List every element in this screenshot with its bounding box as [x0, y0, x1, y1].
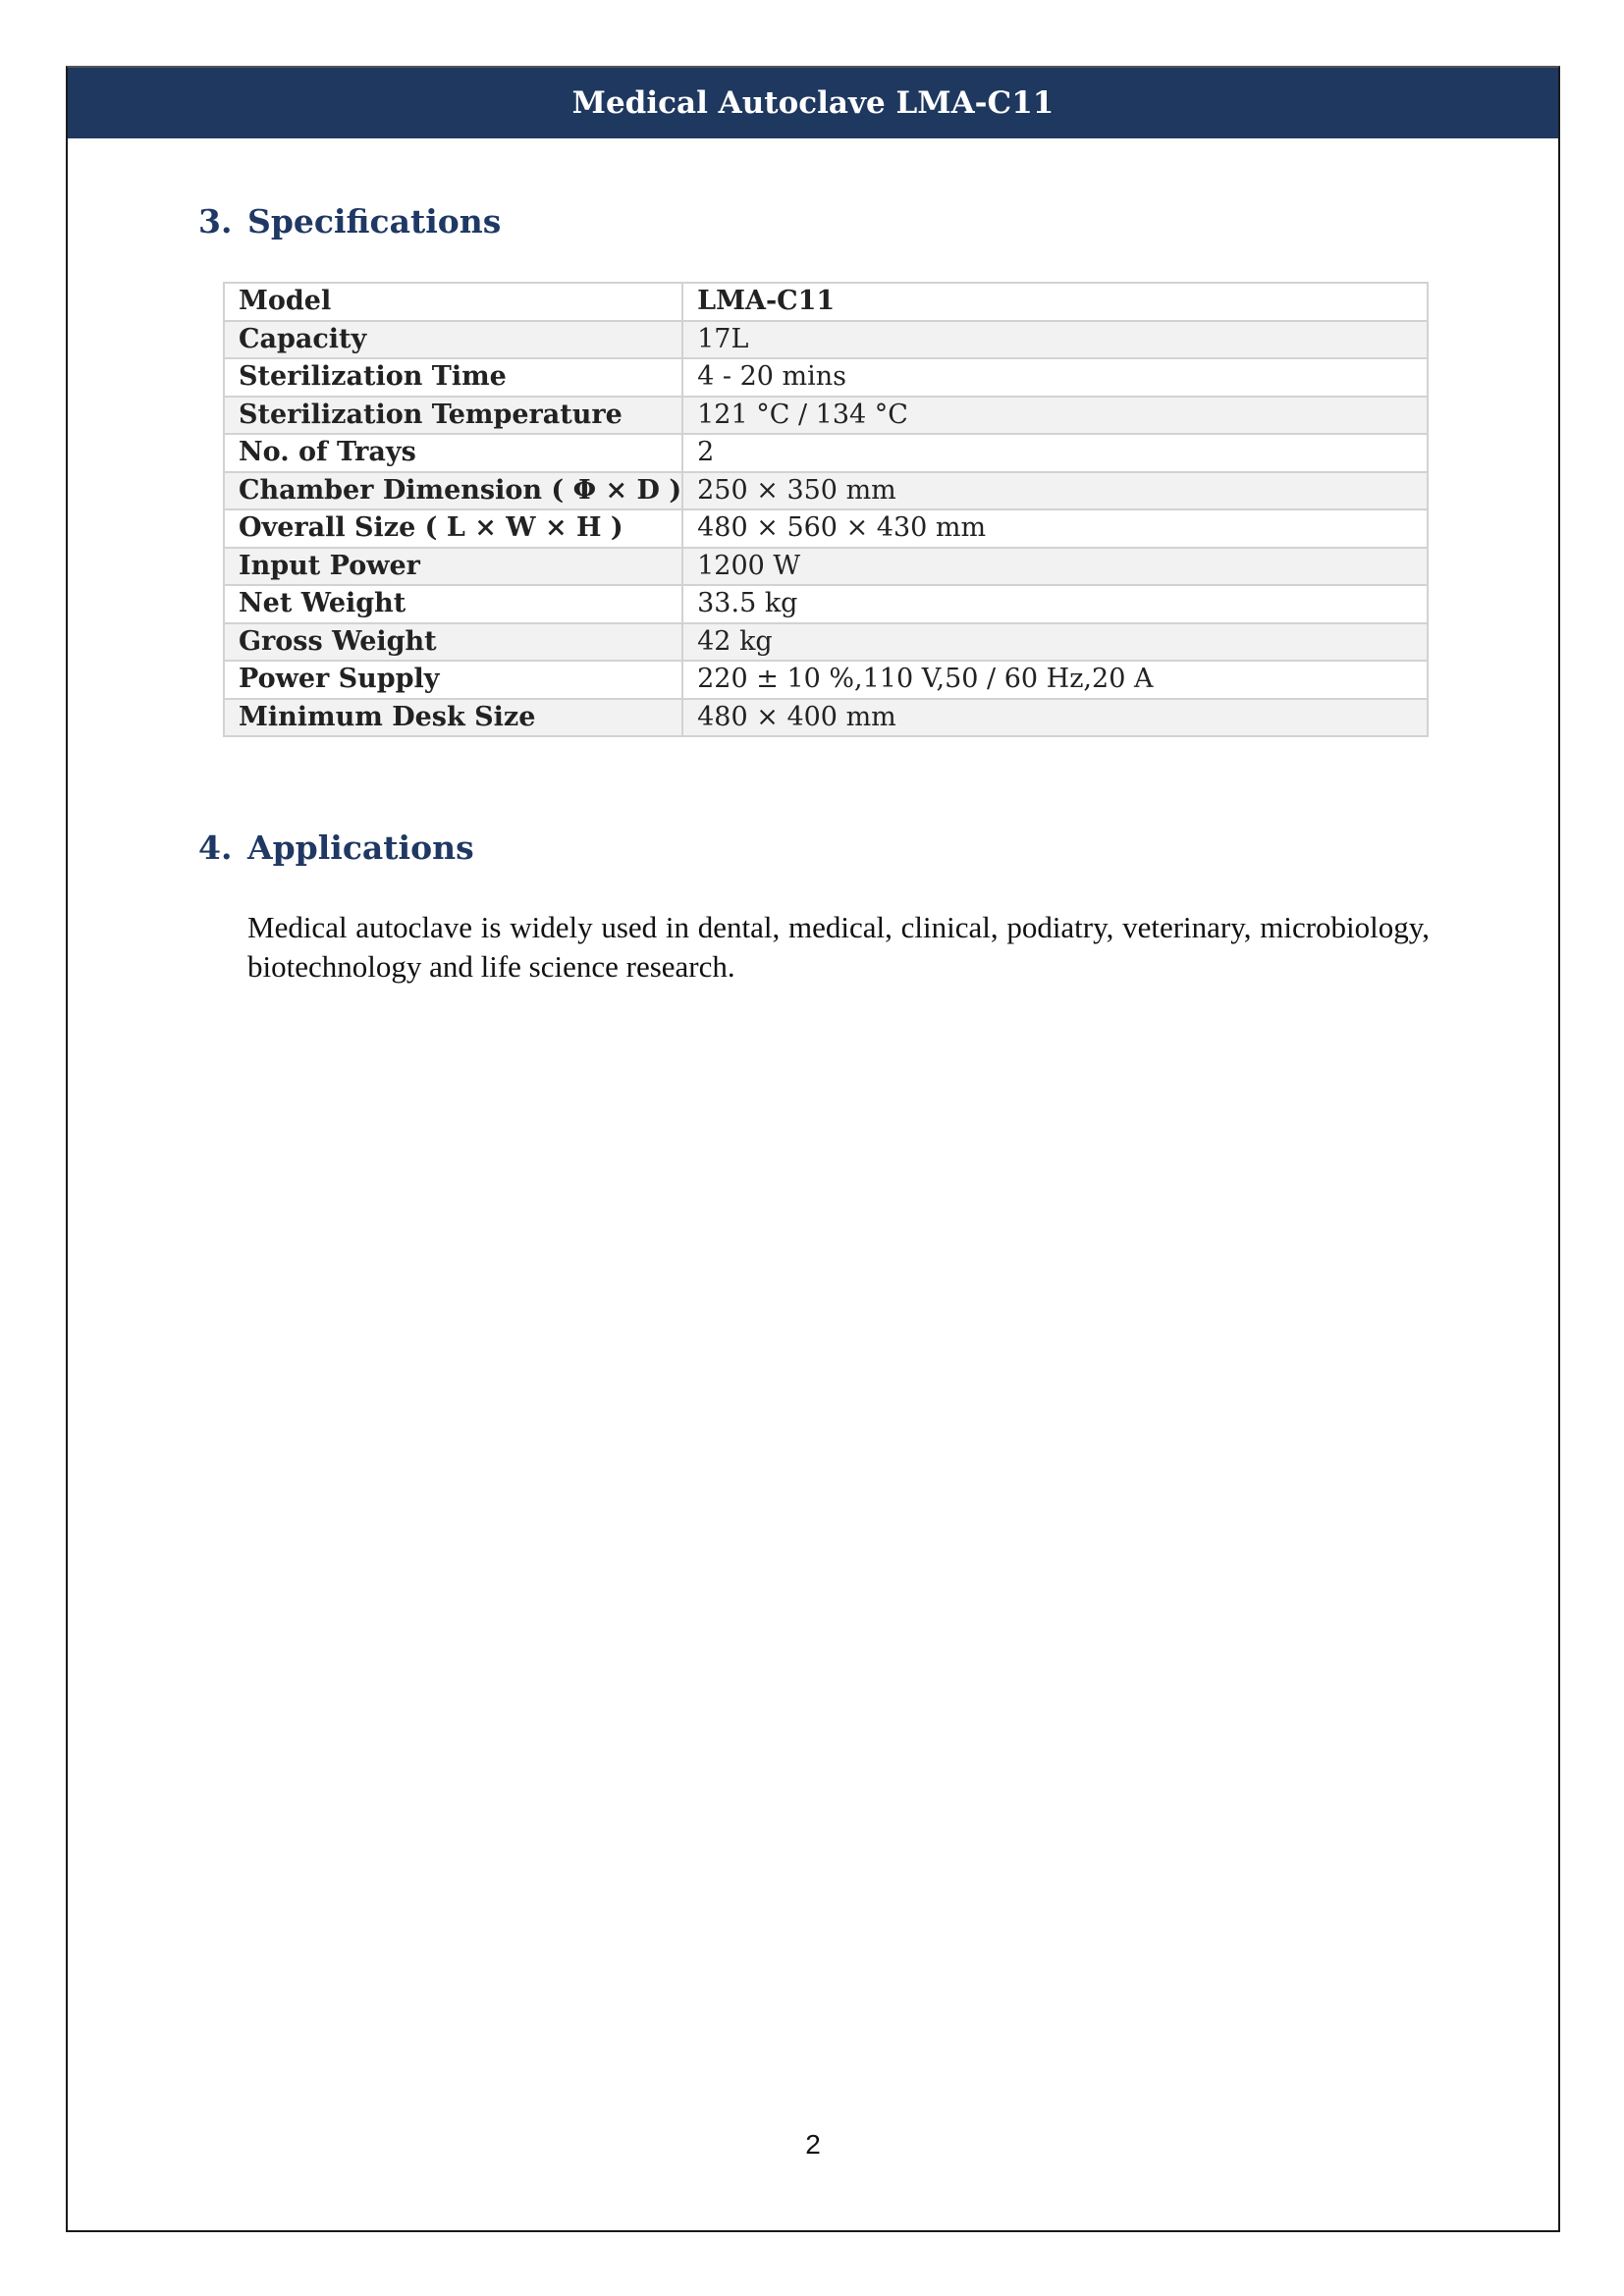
spec-value: 480 × 560 × 430 mm — [682, 509, 1428, 548]
spec-label: Chamber Dimension ( Φ × D ) — [224, 472, 682, 510]
spec-value: 2 — [682, 434, 1428, 472]
spec-label: Net Weight — [224, 585, 682, 623]
spec-label: Minimum Desk Size — [224, 699, 682, 737]
table-row — [224, 434, 1428, 472]
spec-label: Overall Size ( L × W × H ) — [224, 509, 682, 548]
table-row — [224, 283, 1428, 321]
spec-label: Input Power — [224, 548, 682, 586]
table-row — [224, 548, 1428, 586]
spec-label: Power Supply — [224, 661, 682, 699]
spec-value: 42 kg — [682, 623, 1428, 662]
section-number: 4. — [198, 828, 233, 867]
section-heading-applications — [198, 828, 474, 867]
spec-value: 121 °C / 134 °C — [682, 397, 1428, 435]
table-row — [224, 509, 1428, 548]
header-band — [68, 68, 1558, 138]
table-row — [224, 585, 1428, 623]
specifications-table — [223, 282, 1429, 737]
table-row — [224, 623, 1428, 662]
applications-paragraph: Medical autoclave is widely used in dental, medical, clinical, podiatry, veterinary, microbiology, biotechnology and life science research. — [247, 910, 1430, 984]
spec-label: Model — [224, 283, 682, 321]
spec-value: 220 ± 10 %,110 V,50 / 60 Hz,20 A — [682, 661, 1428, 699]
table-row — [224, 472, 1428, 510]
spec-label: No. of Trays — [224, 434, 682, 472]
spec-value: 250 × 350 mm — [682, 472, 1428, 510]
spec-value: 33.5 kg — [682, 585, 1428, 623]
page-frame — [66, 66, 1560, 2232]
spec-value: LMA-C11 — [682, 283, 1428, 321]
spec-label: Sterilization Temperature — [224, 397, 682, 435]
page-number: 2 — [805, 2129, 821, 2160]
section-heading-specifications — [198, 202, 502, 240]
spec-value: 17L — [682, 321, 1428, 359]
table-row — [224, 661, 1428, 699]
spec-label: Gross Weight — [224, 623, 682, 662]
spec-label: Sterilization Time — [224, 358, 682, 397]
table-row — [224, 397, 1428, 435]
table-row — [224, 699, 1428, 737]
table-row — [224, 321, 1428, 359]
spec-label: Capacity — [224, 321, 682, 359]
section-title: Applications — [247, 828, 474, 867]
document-title: Medical Autoclave LMA-C11 — [571, 85, 1055, 121]
section-number: 3. — [198, 202, 233, 240]
spec-value: 1200 W — [682, 548, 1428, 586]
spec-value: 4 - 20 mins — [682, 358, 1428, 397]
section-title: Specifications — [247, 202, 502, 240]
table-row — [224, 358, 1428, 397]
spec-value: 480 × 400 mm — [682, 699, 1428, 737]
